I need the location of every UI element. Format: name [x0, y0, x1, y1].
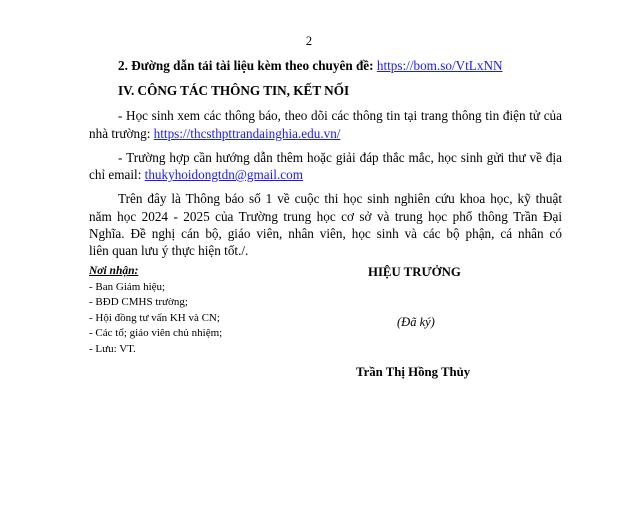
section-heading: IV. CÔNG TÁC THÔNG TIN, KẾT NỐI [118, 83, 350, 98]
signer-title: HIỆU TRƯỞNG [368, 265, 461, 279]
item2-prefix: chỉ email: [89, 167, 142, 182]
recipients-block [89, 264, 222, 357]
recipients-heading: Nơi nhận: [89, 265, 139, 277]
closing-line-3: Nghĩa. Đề nghị cán bộ, giáo viên, nhân viên, học sinh và các bộ phận, cá nhân có [89, 226, 562, 241]
recipient-item: - Hội đồng tư vấn KH và CN; [89, 311, 220, 324]
item1-prefix: nhà trường: [89, 126, 151, 141]
item2-line2 [89, 167, 303, 183]
item1-line2 [89, 126, 340, 142]
school-website-link[interactable]: https://thcsthpttrandainghia.edu.vn/ [153, 126, 341, 141]
recipient-item: - Lưu: VT. [89, 342, 136, 355]
recipient-item: - Các tổ; giáo viên chủ nhiệm; [89, 327, 223, 339]
item1-line1: - Học sinh xem các thông báo, theo dõi các thông tin tại trang thông tin điện tử của [118, 108, 562, 123]
closing-line-4: liên quan lưu ý thực hiện tốt./. [89, 243, 249, 258]
closing-line-1: Trên đây là Thông báo số 1 về cuộc thi học sinh nghiên cứu khoa học, kỹ thuật [118, 191, 562, 206]
recipient-item: - BĐD CMHS trường; [89, 296, 188, 308]
contact-email-link[interactable]: thukyhoidongtdn@gmail.com [144, 167, 303, 182]
item2-line1: - Trường hợp cần hướng dẫn thêm hoặc giải đáp thắc mắc, học sinh gửi thư về địa [118, 150, 562, 165]
signed-note: (Đã ký) [397, 315, 435, 329]
recipients-list [89, 280, 222, 358]
page-number: 2 [305, 34, 313, 48]
attachment-line [118, 58, 503, 74]
recipient-item: - Ban Giám hiệu; [89, 280, 166, 293]
signer-name: Trần Thị Hồng Thủy [356, 365, 471, 379]
attachment-link[interactable]: https://bom.so/VtLxNN [376, 58, 503, 73]
attachment-label: 2. Đường dẫn tải tài liệu kèm theo chuyên đề: [118, 58, 374, 73]
closing-line-2: năm học 2024 - 2025 của Trường trung học cơ sở và trung học phổ thông Trần Đại [89, 209, 562, 224]
